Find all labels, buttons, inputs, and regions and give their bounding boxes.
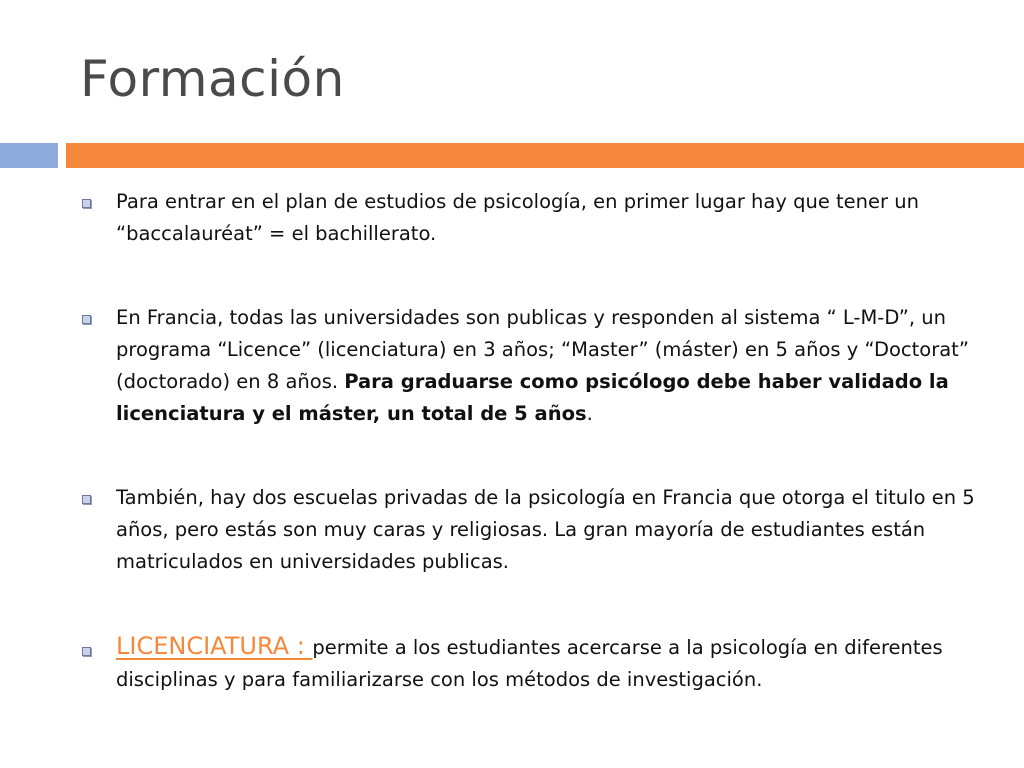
accent-bar-orange <box>66 143 1024 168</box>
accent-bar-blue <box>0 143 58 168</box>
bullet-bold-text: Para graduarse como psicólogo debe haber validado la licenciatura y el máster, un total de 5 años <box>116 370 949 425</box>
bullet-item-lmd-system <box>78 302 978 430</box>
square-bullet-icon <box>82 315 91 324</box>
licenciatura-label: LICENCIATURA : <box>116 632 313 660</box>
bullet-text: permite a los estudiantes acercarse a la psicología en diferentes disciplinas y para familiarizarse con los métodos de investigación. <box>116 636 943 691</box>
square-bullet-icon <box>82 647 91 656</box>
bullet-text: En Francia, todas las universidades son publicas y responden al sistema “ L-M-D”, un programa “Licence” (licenciatura) en 3 años; “Master” (máster) en 5 años y “Doctorat” (doctorado) en 8 años. <box>116 306 969 393</box>
bullet-item-baccalaureat <box>78 186 978 250</box>
bullet-text: Para entrar en el plan de estudios de psicología, en primer lugar hay que tener un “baccalauréat” = el bachillerato. <box>116 190 919 245</box>
bullet-list <box>78 186 978 696</box>
square-bullet-icon <box>82 199 91 208</box>
slide-title: Formación <box>80 50 345 108</box>
bullet-item-licenciatura <box>78 630 978 696</box>
square-bullet-icon <box>82 495 91 504</box>
bullet-item-private-schools <box>78 482 978 578</box>
bullet-text: También, hay dos escuelas privadas de la psicología en Francia que otorga el titulo en 5 años, pero estás son muy caras y religiosas. La gran mayoría de estudiantes están matriculados en universidades publicas. <box>116 486 975 573</box>
bullet-end-punctuation: . <box>586 402 593 425</box>
